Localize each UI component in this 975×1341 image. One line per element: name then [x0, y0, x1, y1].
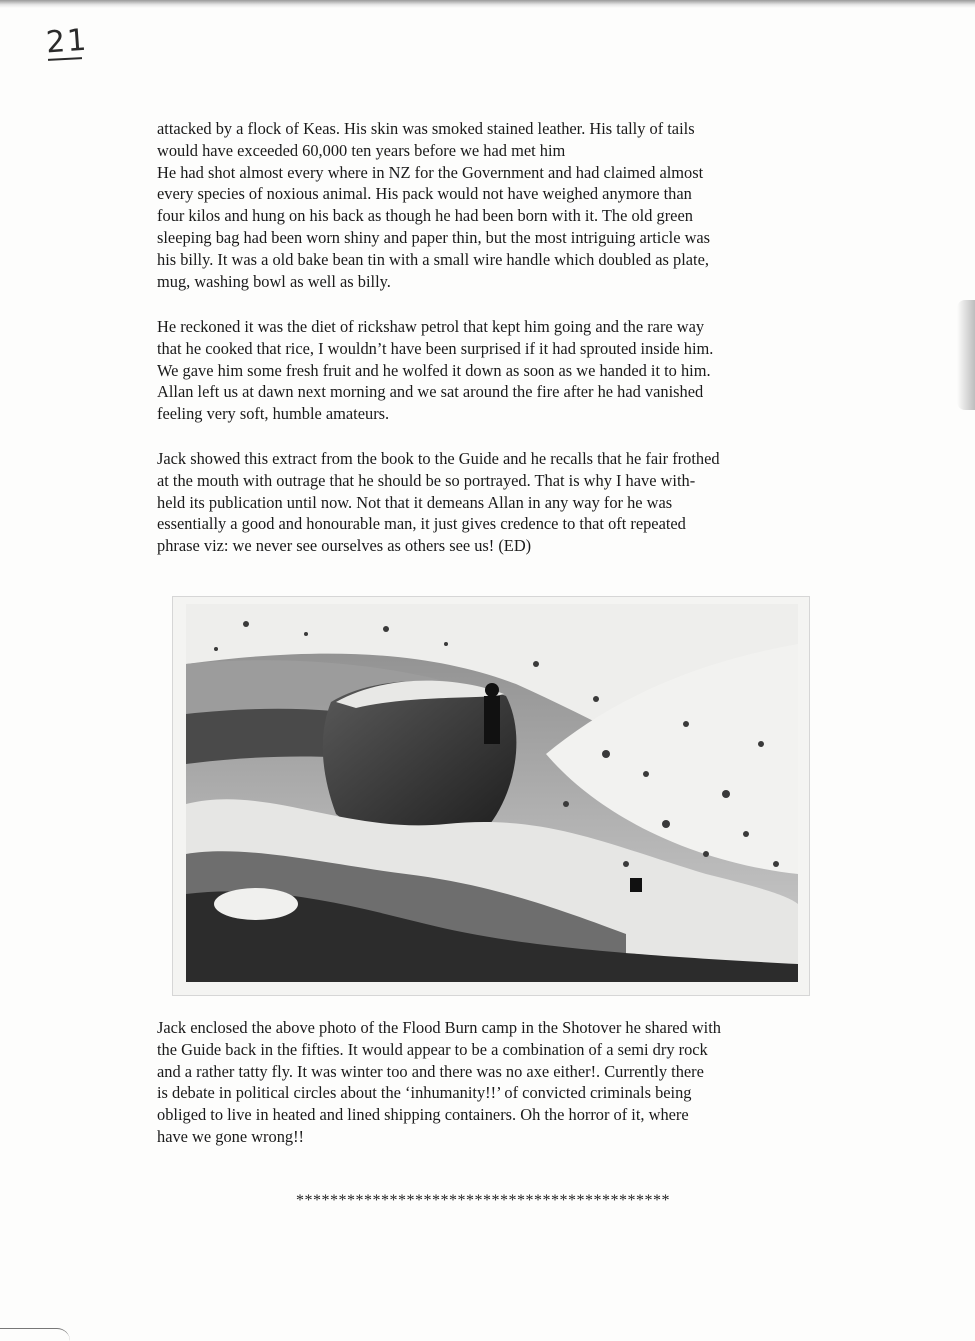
scan-corner-curl [0, 1328, 70, 1341]
paragraph-editor-note: Jack showed this extract from the book to the Guide and he recalls that he fair frothed at the mouth with outrage that he should be so portrayed. That is why I have with- held its publication until now. Not that it demeans Allan in any way for he was essentially a good and honourable man, it just gives credence to that oft repeated phrase viz: we never see ourselves as others see us! (ED) [157, 449, 720, 556]
paragraph-keas: attacked by a flock of Keas. His skin was smoked stained leather. His tally of tails would have exceeded 60,000 ten years before we had met him He had shot almost every where in NZ for the Government and had claimed almost every species of noxious animal. His pack would not have weighed anymore than four kilos and hung on his back as though he had been born with it. The old green sleeping bag had been worn shiny and paper thin, but the most intriguing article was his billy. It was a old bake bean tin with a small wire handle which doubled as plate, mug, washing bowl as well as billy. [157, 119, 711, 291]
page-number-underline [48, 57, 82, 61]
scan-edge-shadow [957, 300, 975, 410]
flood-burn-camp-photo [186, 604, 798, 982]
handwritten-page-number: 21 [44, 22, 90, 61]
scan-top-edge [0, 0, 975, 8]
paragraph-rickshaw-petrol: He reckoned it was the diet of rickshaw petrol that kept him going and the rare way that he cooked that rice, I wouldn’t have been surprised if it had sprouted inside him. We gave him some fresh fruit and he wolfed it down as soon as we handed it to him. Allan left us at dawn next morning and we sat around the fire after he had vanished feeling very soft, humble amateurs. [157, 317, 714, 424]
paragraph-photo-caption: Jack enclosed the above photo of the Flood Burn camp in the Shotover he shared with the Guide back in the fifties. It would appear to be a combination of a semi dry rock and a rather tatty fly. It was winter too and there was no axe either!. Currently there is debate in political circles about the ‘inhumanity!!’ of convicted criminals being obliged to live in heated and lined shipping containers. Oh the horror of it, where have we gone wrong!! [157, 1018, 721, 1146]
asterisk-divider: ******************************************** [296, 1192, 670, 1209]
